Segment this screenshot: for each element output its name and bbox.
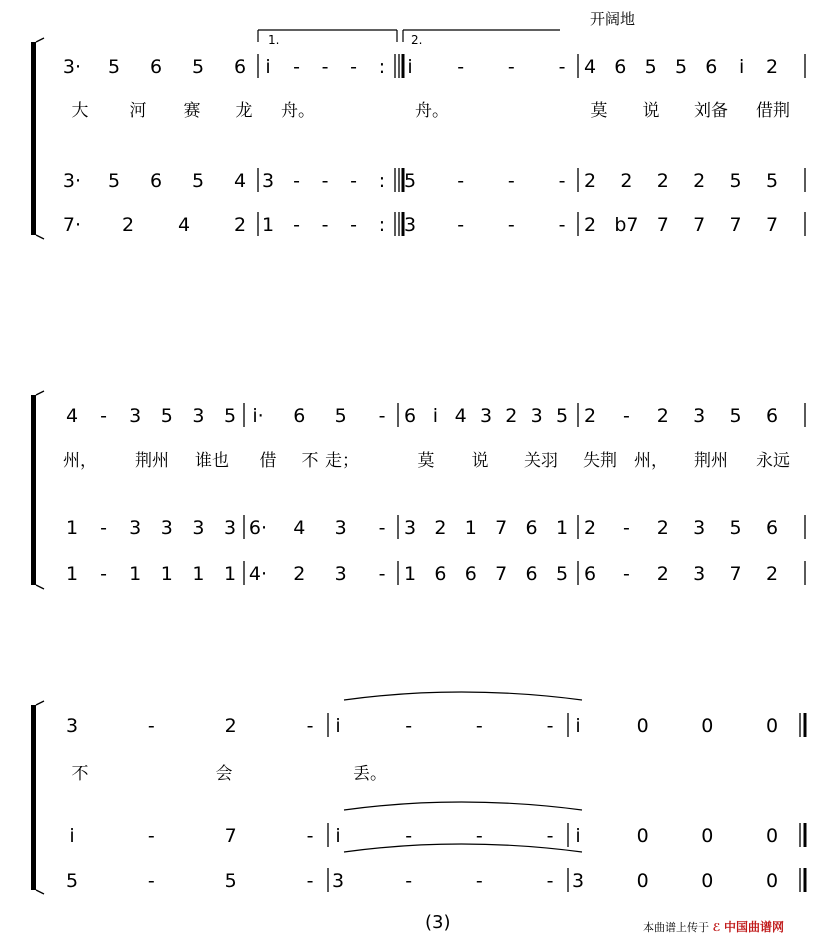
note: 5 <box>729 170 742 192</box>
lyric-word: 失荆 <box>583 451 617 471</box>
bracket-hook-bottom <box>36 890 44 894</box>
dash-extension: - <box>321 214 329 236</box>
note: 5 <box>334 405 347 427</box>
note: 3 <box>334 517 347 539</box>
dash-extension: - <box>378 405 386 427</box>
note: 6 <box>765 517 779 539</box>
note: 5 <box>555 563 569 585</box>
dash-extension: - <box>293 214 300 236</box>
note: 5 <box>674 56 688 78</box>
note: 6 <box>403 405 417 427</box>
lyric-word: 荆州 <box>135 451 169 471</box>
note: 3 <box>331 870 345 892</box>
note: 4 <box>233 170 247 192</box>
note: 4 <box>293 517 306 539</box>
note: i <box>265 56 271 78</box>
dash-extension: - <box>306 825 314 847</box>
note: 0 <box>701 825 714 847</box>
credit-text: 本曲谱上传于 <box>643 921 709 934</box>
system-1 <box>31 42 36 235</box>
dash-extension: - <box>100 563 108 585</box>
note: 1 <box>223 563 237 585</box>
lyric-word: 莫 <box>590 101 608 121</box>
repeat-colon: : <box>378 56 386 78</box>
dash-extension: - <box>622 563 630 585</box>
dash-extension: - <box>321 170 329 192</box>
note: i <box>575 825 581 847</box>
dash-extension: - <box>507 170 515 192</box>
note: 4 <box>454 405 467 427</box>
dash-extension: - <box>507 56 515 78</box>
note: 6 <box>149 170 163 192</box>
lyric-word: 谁也 <box>195 451 229 471</box>
system-2 <box>31 395 36 585</box>
lyric-word: 丢。 <box>353 764 387 784</box>
note: 3 <box>479 405 493 427</box>
lyric-word: 州， <box>63 451 97 471</box>
lyric-word: 舟。 <box>415 101 449 121</box>
note: 5 <box>107 56 121 78</box>
note: 2 <box>121 214 135 236</box>
bracket-hook-bottom <box>36 585 44 589</box>
note: 4 <box>177 214 191 236</box>
lyric-word: 莫 <box>417 451 435 471</box>
system-3 <box>31 705 36 890</box>
note: i· <box>252 405 264 427</box>
note: 6 <box>464 563 477 585</box>
note: 3 <box>129 405 142 427</box>
dash-extension: - <box>475 825 483 847</box>
dash-extension: - <box>546 870 554 892</box>
note: i <box>432 405 438 427</box>
note: 4· <box>248 563 268 585</box>
note: 7· <box>62 214 82 236</box>
note: 5 <box>729 405 742 427</box>
volta-first-label: 1. <box>268 33 280 47</box>
site-brand: 中国曲谱网 <box>724 920 785 934</box>
note: i <box>739 56 745 78</box>
lyric-word: 大 <box>71 101 89 121</box>
lyric-word: 荆州 <box>694 451 728 471</box>
note: 5 <box>224 870 237 892</box>
note: 2 <box>505 405 518 427</box>
note: 3 <box>223 517 237 539</box>
note: 2 <box>583 405 597 427</box>
note: 7 <box>224 825 237 847</box>
note: 6 <box>434 563 447 585</box>
dash-extension: - <box>475 870 483 892</box>
note: 3· <box>62 56 82 78</box>
note: i <box>407 56 413 78</box>
dash-extension: - <box>100 405 108 427</box>
note: 0 <box>636 870 649 892</box>
dash-extension: - <box>147 870 155 892</box>
note: 7 <box>495 517 508 539</box>
note: 3 <box>403 517 417 539</box>
note: 7 <box>495 563 508 585</box>
dash-extension: - <box>457 170 465 192</box>
note: 6 <box>293 405 306 427</box>
dash-extension: - <box>507 214 515 236</box>
volta-second-label: 2. <box>411 33 423 47</box>
dash-extension: - <box>350 170 357 192</box>
note: 6 <box>765 405 779 427</box>
note: 2 <box>293 563 306 585</box>
dash-extension: - <box>405 870 413 892</box>
note: 5 <box>644 56 657 78</box>
dash-extension: - <box>457 56 465 78</box>
note: 5 <box>729 517 742 539</box>
lyric-word: 说 <box>642 101 660 121</box>
note: 5 <box>160 405 173 427</box>
tie-arc <box>344 802 582 810</box>
dash-extension: - <box>622 405 630 427</box>
note: 3 <box>403 214 417 236</box>
note: 2 <box>656 517 669 539</box>
lyric-word: 走； <box>325 451 359 471</box>
note: 3 <box>530 405 543 427</box>
upload-credit <box>643 918 784 935</box>
note: 5 <box>191 56 205 78</box>
dash-extension: - <box>378 563 386 585</box>
note: 3 <box>261 170 275 192</box>
lyric-word: 不 <box>301 451 319 471</box>
note: 1 <box>192 563 205 585</box>
note: 0 <box>636 825 649 847</box>
system-bracket <box>31 42 36 235</box>
note: 2 <box>583 214 597 236</box>
note: 7 <box>729 214 742 236</box>
note: 0 <box>701 715 714 737</box>
site-logo-icon: ℰ <box>712 921 721 934</box>
note: 1 <box>129 563 142 585</box>
note: 6 <box>705 56 718 78</box>
note: 3 <box>192 517 205 539</box>
lyric-word: 龙 <box>235 101 253 121</box>
note: 3 <box>65 715 79 737</box>
note: 2 <box>583 517 597 539</box>
tempo-mark: 开阔地 <box>590 10 636 28</box>
note: 3 <box>693 405 706 427</box>
note: b7 <box>614 214 639 236</box>
note: 1 <box>65 563 79 585</box>
note: 0 <box>765 715 779 737</box>
lyric-word: 关羽 <box>524 451 558 471</box>
dash-extension: - <box>558 214 566 236</box>
note: 2 <box>765 563 779 585</box>
lyric-word: 会 <box>215 764 233 784</box>
note: i <box>335 825 341 847</box>
dash-extension: - <box>378 517 386 539</box>
bracket-hook-bottom <box>36 235 44 239</box>
dash-extension: - <box>558 170 566 192</box>
system-bracket <box>31 395 36 585</box>
note: 2 <box>765 56 779 78</box>
bracket-hook-top <box>36 391 44 395</box>
repeat-colon: : <box>378 214 386 236</box>
note: i <box>69 825 75 847</box>
dash-extension: - <box>293 56 300 78</box>
note: 6· <box>248 517 268 539</box>
note: 7 <box>656 214 669 236</box>
note: 1 <box>65 517 79 539</box>
note: 6 <box>149 56 163 78</box>
bracket-hook-top <box>36 701 44 705</box>
note: 2 <box>656 563 669 585</box>
lyric-word: 借 <box>259 451 277 471</box>
note: 6 <box>614 56 627 78</box>
dash-extension: - <box>405 825 413 847</box>
lyric-word: 借荆 <box>756 101 790 121</box>
note: 1 <box>555 517 569 539</box>
note: 0 <box>765 825 779 847</box>
lyric-word: 说 <box>471 451 489 471</box>
note: 1 <box>261 214 275 236</box>
lyric-word: 舟。 <box>281 101 315 121</box>
note: 3 <box>571 870 585 892</box>
dash-extension: - <box>147 715 155 737</box>
note: 3 <box>160 517 173 539</box>
note: 5 <box>403 170 417 192</box>
lyric-word: 刘备 <box>694 101 728 121</box>
dash-extension: - <box>147 825 155 847</box>
note: 2 <box>224 715 237 737</box>
note: 6 <box>583 563 597 585</box>
note: 3 <box>192 405 205 427</box>
dash-extension: - <box>558 56 566 78</box>
note: 1 <box>160 563 173 585</box>
note: 7 <box>693 214 706 236</box>
note: i <box>575 715 581 737</box>
note: 3 <box>129 517 142 539</box>
note: 2 <box>656 405 669 427</box>
dash-extension: - <box>350 214 357 236</box>
note: 1 <box>464 517 477 539</box>
note: 7 <box>729 563 742 585</box>
lyric-word: 永远 <box>756 451 790 471</box>
note: 5 <box>765 170 779 192</box>
note: 6 <box>525 563 538 585</box>
dash-extension: - <box>405 715 413 737</box>
system-bracket <box>31 705 36 890</box>
dash-extension: - <box>306 870 314 892</box>
note: 2 <box>693 170 706 192</box>
note: 4 <box>65 405 79 427</box>
note: 1 <box>403 563 417 585</box>
dash-extension: - <box>306 715 314 737</box>
note: 7 <box>765 214 779 236</box>
dash-extension: - <box>100 517 108 539</box>
dash-extension: - <box>321 56 329 78</box>
tie-arc <box>344 692 582 700</box>
note: 2 <box>434 517 447 539</box>
note: 3 <box>334 563 347 585</box>
note: 5 <box>555 405 569 427</box>
bracket-hook-top <box>36 38 44 42</box>
dash-extension: - <box>475 715 483 737</box>
dash-extension: - <box>546 715 554 737</box>
note: 2 <box>656 170 669 192</box>
page-number: (3) <box>425 912 451 933</box>
note: i <box>335 715 341 737</box>
note: 5 <box>191 170 205 192</box>
dash-extension: - <box>622 517 630 539</box>
note: 5 <box>65 870 79 892</box>
lyric-word: 不 <box>71 764 89 784</box>
note: 0 <box>701 870 714 892</box>
note: 2 <box>583 170 597 192</box>
lyric-word: 赛 <box>183 101 201 121</box>
note: 3 <box>693 517 706 539</box>
dash-extension: - <box>457 214 465 236</box>
note: 2 <box>620 170 633 192</box>
dash-extension: - <box>293 170 300 192</box>
note: 0 <box>765 870 779 892</box>
note: 5 <box>223 405 237 427</box>
note: 5 <box>107 170 121 192</box>
note: 2 <box>233 214 247 236</box>
note: 3· <box>62 170 82 192</box>
lyric-word: 河 <box>129 101 147 121</box>
dash-extension: - <box>546 825 554 847</box>
repeat-colon: : <box>378 170 386 192</box>
lyric-word: 州， <box>634 451 668 471</box>
note: 4 <box>583 56 597 78</box>
dash-extension: - <box>350 56 357 78</box>
note: 6 <box>233 56 247 78</box>
note: 3 <box>693 563 706 585</box>
note: 6 <box>525 517 538 539</box>
note: 0 <box>636 715 649 737</box>
